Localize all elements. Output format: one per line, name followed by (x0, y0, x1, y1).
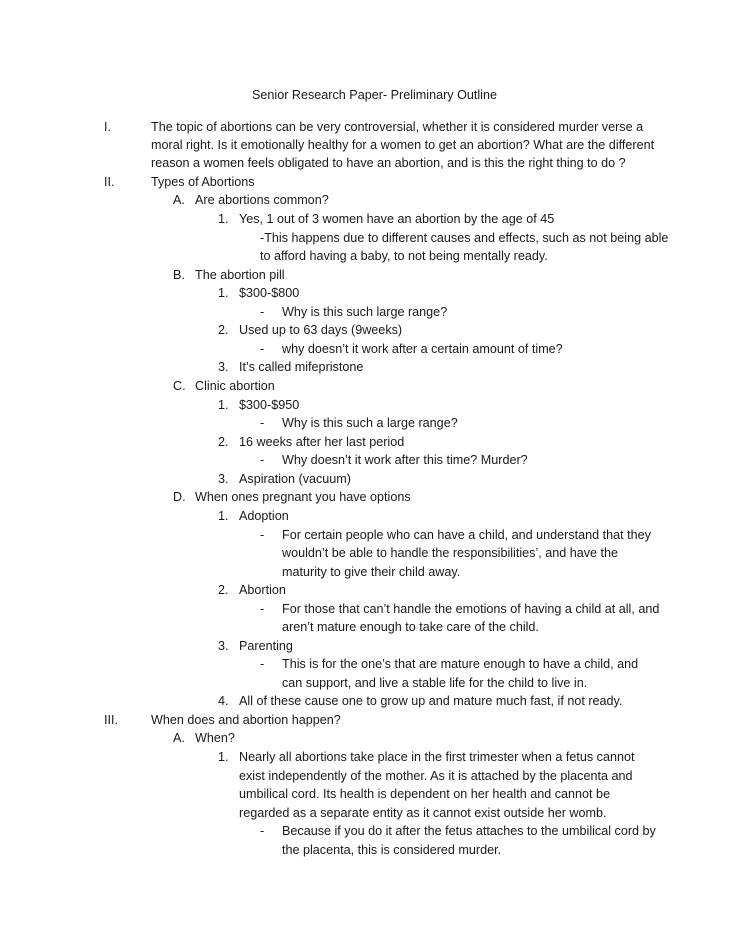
outline-line: wouldn’t be able to handle the responsibilities’, and have the (282, 546, 619, 560)
outline-line: Why is this such a large range? (282, 416, 458, 430)
outline-line: Yes, 1 out of 3 women have an abortion by the age of 45 (239, 212, 555, 226)
outline-line: Adoption (239, 509, 289, 523)
bullet-dash: - (260, 602, 265, 616)
bullet-dash: - (260, 528, 265, 542)
item-number: 4. (218, 694, 229, 708)
bullet-dash: - (260, 416, 265, 430)
outline-line: Types of Abortions (151, 175, 255, 189)
outline-line: Used up to 63 days (9weeks) (239, 323, 403, 337)
outline-line: regarded as a separate entity as it cannot exist outside her womb. (239, 806, 607, 820)
outline-line: It’s called mifepristone (239, 360, 364, 374)
outline-line: Aspiration (vacuum) (239, 472, 351, 486)
bullet-dash: - (260, 305, 265, 319)
bullet-dash: - (260, 824, 265, 838)
outline-line: umbilical cord. Its health is dependent on her health and cannot be (239, 787, 611, 801)
outline-line: When ones pregnant you have options (195, 490, 411, 504)
outline-line: Are abortions common? (195, 193, 329, 207)
item-number: 3. (218, 360, 229, 374)
outline-line: When? (195, 731, 235, 745)
outline-line: reason a women feels obligated to have an abortion, and is this the right thing to do ? (151, 156, 626, 170)
subsection-letter: B. (173, 268, 185, 282)
subsection-letter: D. (173, 490, 186, 504)
outline-line: Why is this such large range? (282, 305, 448, 319)
section-numeral: I. (104, 120, 111, 134)
item-number: 1. (218, 286, 229, 300)
outline-line: the placenta, this is considered murder. (282, 843, 502, 857)
outline-line: Parenting (239, 639, 293, 653)
section-numeral: II. (104, 175, 115, 189)
bullet-dash: - (260, 657, 265, 671)
outline-line: 16 weeks after her last period (239, 435, 405, 449)
subsection-letter: A. (173, 731, 185, 745)
outline-line: to afford having a baby, to not being mentally ready. (260, 249, 548, 263)
outline-line: exist independently of the mother. As it is attached by the placenta and (239, 769, 633, 783)
item-number: 1. (218, 509, 229, 523)
outline-line: why doesn’t it work after a certain amount of time? (282, 342, 563, 356)
item-number: 3. (218, 472, 229, 486)
item-number: 2. (218, 323, 229, 337)
document-title: Senior Research Paper- Preliminary Outline (252, 88, 497, 102)
outline-line: All of these cause one to grow up and mature much fast, if not ready. (239, 694, 623, 708)
outline-line: The abortion pill (195, 268, 285, 282)
item-number: 1. (218, 398, 229, 412)
subsection-letter: C. (173, 379, 186, 393)
outline-line: $300-$800 (239, 286, 300, 300)
outline-line: Because if you do it after the fetus attaches to the umbilical cord by (282, 824, 656, 838)
item-number: 2. (218, 435, 229, 449)
outline-line: For those that can’t handle the emotions of having a child at all, and (282, 602, 660, 616)
outline-line: Clinic abortion (195, 379, 275, 393)
outline-line: This is for the one’s that are mature enough to have a child, and (282, 657, 639, 671)
bullet-dash: - (260, 342, 265, 356)
outline-line: $300-$950 (239, 398, 300, 412)
outline-line: For certain people who can have a child, and understand that they (282, 528, 651, 542)
outline-line: moral right. Is it emotionally healthy for a women to get an abortion? What are the different (151, 138, 655, 152)
outline-line: When does and abortion happen? (151, 713, 341, 727)
section-numeral: III. (104, 713, 118, 727)
outline-line: Why doesn’t it work after this time? Murder? (282, 453, 528, 467)
item-number: 1. (218, 212, 229, 226)
outline-line: -This happens due to different causes and effects, such as not being able (260, 231, 669, 245)
outline-line: Nearly all abortions take place in the first trimester when a fetus cannot (239, 750, 635, 764)
item-number: 3. (218, 639, 229, 653)
item-number: 2. (218, 583, 229, 597)
outline-line: aren’t mature enough to take care of the child. (282, 620, 539, 634)
outline-line: maturity to give their child away. (282, 565, 461, 579)
bullet-dash: - (260, 453, 265, 467)
outline-line: Abortion (239, 583, 286, 597)
item-number: 1. (218, 750, 229, 764)
outline-line: The topic of abortions can be very controversial, whether it is considered murder verse a (151, 120, 644, 134)
outline-line: can support, and live a stable life for the child to live in. (282, 676, 588, 690)
subsection-letter: A. (173, 193, 185, 207)
